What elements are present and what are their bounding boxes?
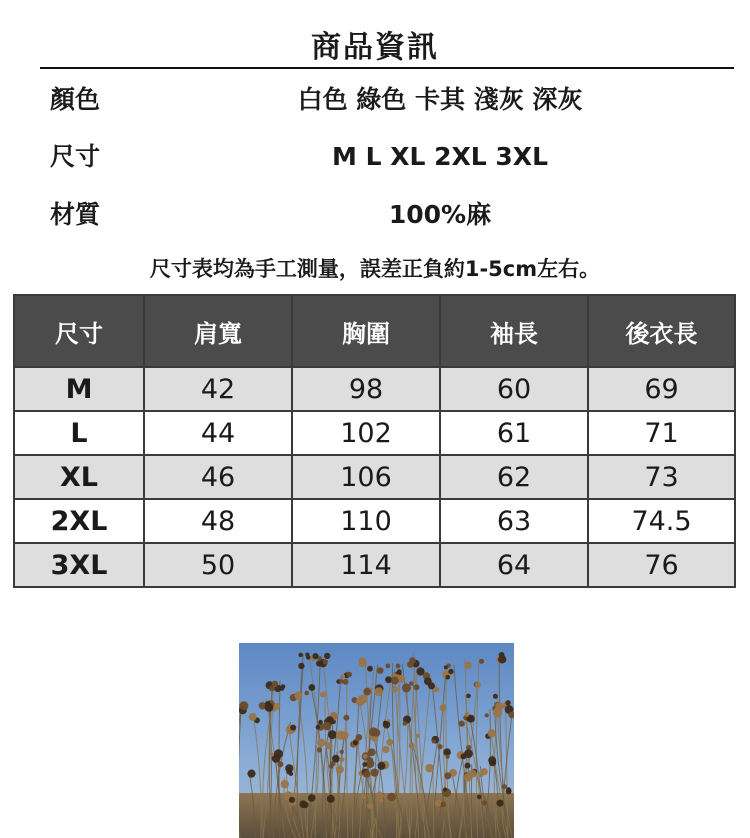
table-cell: M [14,367,144,411]
table-cell: 61 [440,411,588,455]
table-cell: 71 [588,411,735,455]
material-row [0,198,750,232]
table-row [14,367,735,411]
table-cell: 73 [588,455,735,499]
table-cell: 46 [144,455,292,499]
header-back-length: 後衣長 [588,295,735,367]
color-row [0,83,750,117]
color-value: 白色 綠色 卡其 淺灰 深灰 [297,85,583,114]
table-cell: 50 [144,543,292,587]
table-row [14,455,735,499]
table-cell: 48 [144,499,292,543]
table-cell: 110 [292,499,440,543]
header-shoulder: 肩寬 [144,295,292,367]
table-cell: XL [14,455,144,499]
table-cell: 42 [144,367,292,411]
header-sleeve: 袖長 [440,295,588,367]
table-cell: L [14,411,144,455]
size-chart-table [13,294,736,588]
table-cell: 102 [292,411,440,455]
table-cell: 2XL [14,499,144,543]
table-cell: 74.5 [588,499,735,543]
table-cell: 114 [292,543,440,587]
page-title: 商品資訊 [311,30,439,65]
header-chest: 胸圍 [292,295,440,367]
size-label: 尺寸 [50,142,101,171]
material-label: 材質 [50,200,101,229]
title-divider [40,67,734,69]
table-cell: 76 [588,543,735,587]
color-label: 顏色 [50,85,101,114]
flax-field-photo [239,643,514,838]
size-row [0,140,750,174]
table-header-row [14,295,735,367]
size-value: M L XL 2XL 3XL [331,142,549,171]
table-cell: 64 [440,543,588,587]
table-row [14,543,735,587]
header-size: 尺寸 [14,295,144,367]
table-cell: 44 [144,411,292,455]
material-value: 100%麻 [388,200,492,229]
table-cell: 69 [588,367,735,411]
table-cell: 62 [440,455,588,499]
table-cell: 60 [440,367,588,411]
table-row [14,411,735,455]
measurement-note: 尺寸表均為手工測量，誤差正負約1-5cm左右。 [149,257,601,281]
table-cell: 63 [440,499,588,543]
table-cell: 98 [292,367,440,411]
table-cell: 3XL [14,543,144,587]
table-row [14,499,735,543]
table-cell: 106 [292,455,440,499]
